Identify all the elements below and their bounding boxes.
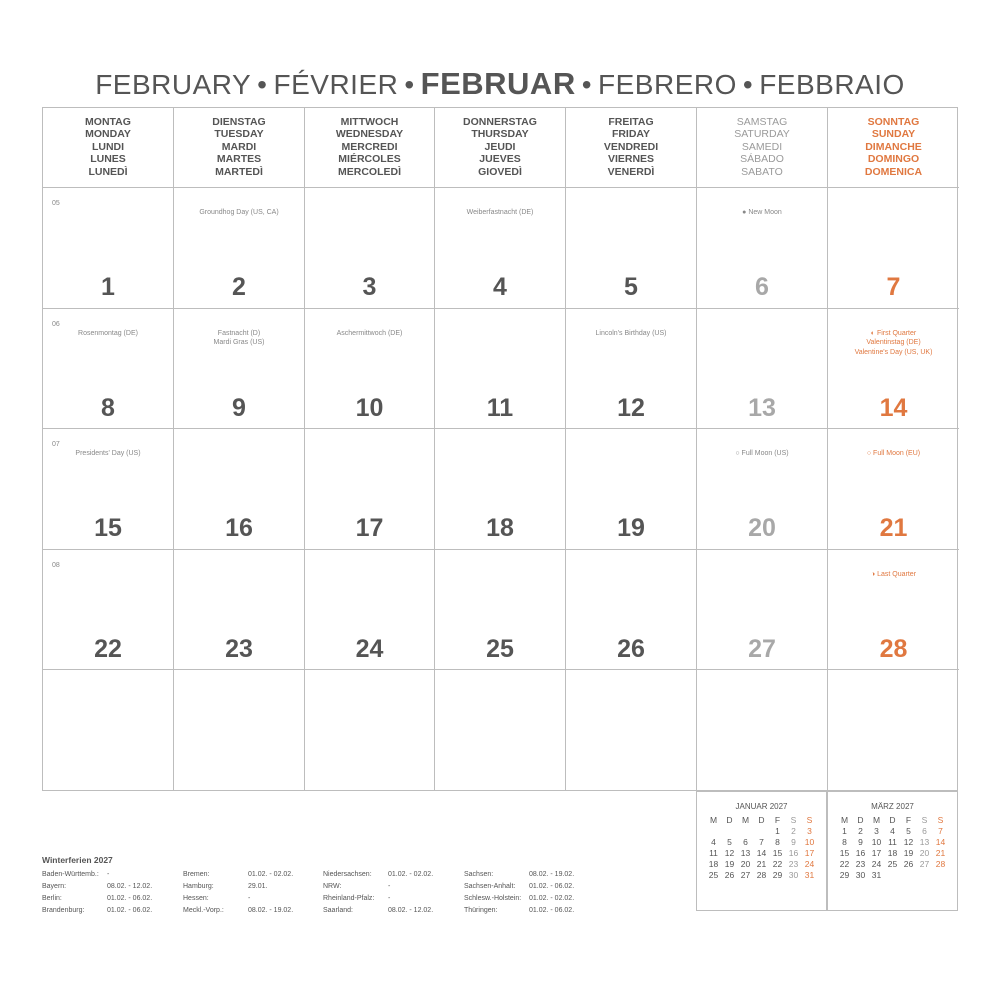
mini-day: 25 — [887, 858, 898, 869]
weekday-header — [697, 108, 828, 187]
holiday-dates: 08.02. - 12.02. — [388, 907, 434, 914]
holiday-dates: 01.02. - 02.02. — [248, 871, 294, 878]
weekday-header — [828, 108, 959, 187]
state-name: Thüringen: — [464, 907, 498, 914]
holiday-dates: - — [388, 895, 391, 902]
mini-day — [917, 869, 933, 880]
mini-day: 1 — [842, 825, 847, 836]
weekday-name: LUNDI — [91, 140, 125, 153]
weekday-name: GIOVEDÌ — [478, 165, 522, 178]
mini-day: 11 — [888, 836, 897, 847]
week-number: 05 — [52, 200, 60, 207]
day-cell[interactable] — [435, 549, 566, 670]
mini-calendar-week — [837, 836, 949, 847]
day-events — [697, 208, 827, 218]
mini-day: 4 — [711, 836, 716, 847]
day-events — [174, 208, 304, 218]
mini-day: 24 — [871, 858, 882, 869]
weekday-name: MONTAG — [85, 116, 131, 128]
weekday-name: MONDAY — [85, 128, 131, 141]
day-number: 10 — [355, 393, 384, 422]
mini-day: 30 — [855, 869, 866, 880]
day-cell[interactable] — [828, 187, 959, 308]
day-cell[interactable] — [566, 669, 697, 790]
day-cell[interactable] — [43, 549, 174, 670]
day-number: 15 — [94, 514, 122, 542]
mini-day: 30 — [788, 869, 799, 880]
mini-day: 11 — [709, 847, 718, 858]
weekday-name: DOMINGO — [867, 153, 920, 166]
mini-day: 6 — [743, 836, 748, 847]
day-cell[interactable] — [697, 428, 828, 549]
mini-day: 18 — [887, 847, 898, 858]
winterferien-row — [42, 907, 152, 914]
day-events — [697, 449, 827, 459]
mini-day: 9 — [791, 836, 796, 847]
day-number: 28 — [879, 634, 908, 663]
day-number: 21 — [879, 514, 908, 542]
winterferien-row — [464, 907, 574, 914]
title-separator: • — [257, 69, 268, 100]
holiday-dates: 08.02. - 19.02. — [529, 871, 575, 878]
mini-calendar-week — [706, 847, 818, 858]
weekday-header — [566, 108, 697, 187]
mini-day: 19 — [903, 847, 914, 858]
holiday-dates: 01.02. - 06.02. — [529, 883, 575, 890]
day-cell[interactable] — [174, 669, 305, 790]
mini-calendar-week — [706, 869, 818, 880]
weekday-name: FRIDAY — [611, 128, 651, 141]
day-number: 27 — [748, 634, 776, 663]
event-label: Presidents' Day (US) — [75, 450, 141, 457]
mini-day: 20 — [919, 847, 930, 858]
mini-weekday-letter: M — [709, 814, 718, 825]
mini-day — [885, 869, 901, 880]
mini-day: 16 — [855, 847, 866, 858]
state-name: Baden-Württemb.: — [42, 871, 99, 878]
event-label: Fastnacht (D) — [217, 329, 261, 337]
winterferien-row — [323, 883, 390, 890]
mini-calendar-week — [837, 858, 949, 869]
mini-day: 21 — [756, 858, 767, 869]
state-name: Schlesw.-Holstein: — [464, 895, 522, 902]
weekday-name: SAMSTAG — [736, 116, 788, 128]
mini-day: 22 — [772, 858, 783, 869]
day-cell[interactable] — [43, 669, 174, 790]
mini-calendar-table — [706, 814, 818, 880]
day-cell[interactable] — [828, 428, 959, 549]
event-label: ◑ Last Quarter — [870, 570, 917, 578]
mini-day: 8 — [775, 836, 780, 847]
day-events — [828, 329, 959, 358]
event-label: Rosenmontag (DE) — [78, 329, 138, 337]
holiday-dates: 08.02. - 12.02. — [107, 883, 153, 890]
mini-calendar-header — [837, 814, 949, 825]
weekday-name: MARTES — [216, 153, 262, 166]
mini-calendar-title: MÄRZ 2027 — [871, 802, 914, 811]
weekday-name: JEUDI — [484, 140, 516, 153]
state-name: Bremen: — [183, 871, 210, 878]
mini-day: 27 — [919, 858, 930, 869]
mini-day — [754, 825, 770, 836]
mini-day: 22 — [839, 858, 850, 869]
mini-day: 3 — [807, 825, 812, 836]
state-name: Bayern: — [42, 883, 67, 890]
mini-day: 7 — [938, 825, 943, 836]
event-label: ○ Full Moon (EU) — [866, 450, 921, 457]
winterferien-row — [323, 895, 390, 902]
holiday-dates: - — [388, 883, 391, 890]
weekday-name: MIÉRCOLES — [338, 153, 401, 166]
mini-day: 23 — [855, 858, 866, 869]
day-cell[interactable] — [697, 549, 828, 670]
mini-day: 6 — [922, 825, 927, 836]
weekday-name: DIMANCHE — [865, 140, 922, 153]
title-es: FEBRERO — [598, 69, 737, 100]
winterferien-row — [183, 871, 293, 878]
event-label: ◐ First Quarter — [870, 329, 917, 337]
mini-day — [901, 869, 917, 880]
day-number: 9 — [232, 393, 246, 422]
day-cell[interactable] — [174, 308, 305, 429]
event-label: Lincoln's Birthday (US) — [595, 329, 667, 337]
day-cell[interactable] — [435, 669, 566, 790]
day-number: 11 — [486, 393, 514, 422]
winterferien-row — [42, 871, 109, 878]
day-cell[interactable] — [566, 308, 697, 429]
mini-day: 7 — [759, 836, 764, 847]
day-number: 23 — [225, 634, 253, 663]
mini-day: 17 — [871, 847, 882, 858]
day-number: 1 — [101, 273, 115, 301]
mini-day: 14 — [756, 847, 767, 858]
mini-day: 21 — [935, 847, 946, 858]
mini-calendar — [827, 791, 958, 911]
day-cell[interactable] — [697, 669, 828, 790]
mini-day: 9 — [858, 836, 863, 847]
weekday-name: LUNEDÌ — [88, 165, 128, 178]
weekday-name: SATURDAY — [734, 128, 790, 141]
mini-day — [706, 825, 722, 836]
event-label: ○ Full Moon (US) — [735, 450, 789, 457]
day-cell[interactable] — [305, 669, 435, 790]
day-number: 26 — [617, 634, 645, 663]
weekday-name: DIENSTAG — [212, 116, 266, 128]
weekday-name: SAMEDI — [741, 140, 783, 153]
week-number: 07 — [52, 441, 60, 448]
day-events — [43, 329, 173, 339]
winterferien-row — [183, 883, 267, 890]
day-number: 17 — [355, 514, 384, 542]
mini-day: 26 — [724, 869, 735, 880]
event-label: Valentine's Day (US, UK) — [854, 348, 933, 356]
mini-weekday-letter: S — [921, 814, 928, 825]
mini-day: 17 — [804, 847, 815, 858]
mini-day: 13 — [919, 836, 930, 847]
title-separator: • — [581, 69, 593, 100]
mini-day: 13 — [740, 847, 751, 858]
weekday-name: WEDNESDAY — [335, 128, 404, 141]
weekday-header — [305, 108, 435, 187]
mini-calendar-week — [837, 825, 949, 836]
day-cell[interactable] — [174, 187, 305, 308]
weekday-header — [174, 108, 305, 187]
mini-day: 12 — [724, 847, 735, 858]
mini-day: 31 — [871, 869, 882, 880]
event-label: ● New Moon — [742, 209, 782, 216]
mini-day: 15 — [772, 847, 783, 858]
mini-day: 4 — [890, 825, 895, 836]
weekday-name: VIERNES — [607, 153, 655, 166]
mini-day — [933, 869, 949, 880]
weekday-name: LUNES — [90, 153, 126, 166]
weekday-name: THURSDAY — [471, 128, 529, 141]
weekday-name: MARTEDÌ — [215, 165, 263, 178]
mini-weekday-letter: M — [840, 814, 849, 825]
weekday-name: VENERDÌ — [607, 165, 655, 178]
mini-weekday-letter: S — [790, 814, 797, 825]
day-number: 2 — [232, 273, 246, 301]
event-label: Mardi Gras (US) — [213, 339, 265, 346]
day-number: 8 — [101, 393, 115, 422]
mini-calendar-table — [837, 814, 949, 880]
day-number: 12 — [617, 393, 645, 422]
mini-weekday-letter: D — [758, 814, 765, 825]
state-name: Brandenburg: — [42, 907, 85, 914]
mini-weekday-letter: S — [937, 814, 944, 825]
mini-day: 8 — [842, 836, 847, 847]
mini-day: 15 — [839, 847, 850, 858]
mini-day: 10 — [871, 836, 882, 847]
mini-day: 5 — [727, 836, 732, 847]
weekday-name: VENDREDI — [603, 140, 659, 153]
holiday-dates: 08.02. - 19.02. — [248, 907, 294, 914]
event-label: Valentinstag (DE) — [866, 339, 921, 346]
event-label: Aschermittwoch (DE) — [336, 329, 403, 337]
title-separator: • — [404, 69, 415, 100]
mini-weekday-letter: M — [872, 814, 881, 825]
day-number: 14 — [879, 393, 908, 422]
day-number: 3 — [362, 273, 377, 301]
mini-day: 18 — [708, 858, 719, 869]
winterferien-row — [323, 907, 433, 914]
day-cell[interactable] — [174, 428, 305, 549]
mini-calendar-week — [706, 825, 818, 836]
month-title — [0, 66, 1000, 102]
mini-calendar-week — [837, 847, 949, 858]
holiday-dates: 01.02. - 06.02. — [107, 895, 153, 902]
state-name: Rheinland-Pfalz: — [323, 895, 375, 902]
mini-day: 29 — [772, 869, 783, 880]
day-cell[interactable] — [828, 308, 959, 429]
mini-weekday-letter: D — [726, 814, 733, 825]
mini-weekday-letter: M — [741, 814, 750, 825]
day-number: 24 — [355, 634, 384, 663]
mini-day: 10 — [804, 836, 815, 847]
day-number: 13 — [748, 393, 776, 422]
mini-day: 20 — [740, 858, 751, 869]
mini-weekday-letter: S — [806, 814, 813, 825]
weekday-name: MERCREDI — [341, 140, 398, 153]
mini-calendar-week — [706, 836, 818, 847]
day-cell[interactable] — [305, 549, 435, 670]
title-it: FEBBRAIO — [759, 69, 905, 100]
winterferien-row — [183, 895, 250, 902]
day-cell[interactable] — [566, 549, 697, 670]
mini-day — [738, 825, 754, 836]
day-number: 7 — [886, 273, 901, 301]
holiday-dates: 29.01. — [248, 883, 268, 890]
mini-day: 16 — [788, 847, 799, 858]
holiday-dates: - — [107, 871, 110, 878]
state-name: Hamburg: — [183, 883, 214, 890]
day-events — [828, 570, 959, 580]
mini-day: 31 — [804, 869, 815, 880]
holiday-dates: 01.02. - 02.02. — [388, 871, 434, 878]
winterferien-title: Winterferien 2027 — [42, 855, 113, 865]
title-de: FEBRUAR — [420, 66, 576, 101]
mini-day: 27 — [740, 869, 751, 880]
day-events — [435, 208, 565, 218]
day-number: 19 — [617, 514, 645, 542]
mini-day: 12 — [903, 836, 914, 847]
state-name: Sachsen: — [464, 871, 494, 878]
day-number: 16 — [225, 514, 253, 542]
day-cell[interactable] — [174, 549, 305, 670]
state-name: Berlin: — [42, 895, 62, 902]
holiday-dates: - — [248, 895, 251, 902]
calendar-grid — [42, 107, 958, 791]
mini-calendar-title: JANUAR 2027 — [735, 802, 788, 811]
weekday-name: MARDI — [221, 140, 257, 153]
mini-calendar — [696, 791, 827, 911]
day-cell[interactable] — [43, 428, 174, 549]
day-cell[interactable] — [43, 187, 174, 308]
week-number: 08 — [52, 561, 60, 569]
event-label: Weiberfastnacht (DE) — [466, 209, 534, 216]
title-fr: FÉVRIER — [273, 69, 399, 100]
weekday-name: DOMENICA — [864, 165, 923, 178]
weekday-name: SABATO — [741, 165, 783, 178]
mini-day: 28 — [935, 858, 946, 869]
holiday-dates: 01.02. - 06.02. — [107, 907, 153, 914]
day-cell[interactable] — [435, 308, 566, 429]
day-number: 25 — [486, 634, 514, 663]
state-name: NRW: — [323, 883, 342, 890]
weekday-name: SÁBADO — [740, 153, 784, 166]
mini-day: 28 — [756, 869, 767, 880]
mini-day — [722, 825, 738, 836]
day-cell[interactable] — [697, 187, 828, 308]
winterferien-row — [464, 871, 574, 878]
mini-day: 29 — [839, 869, 850, 880]
state-name: Meckl.-Vorp.: — [183, 907, 224, 914]
day-number: 5 — [624, 273, 638, 301]
weekday-name: FREITAG — [608, 116, 654, 128]
mini-day: 24 — [804, 858, 815, 869]
day-cell[interactable] — [435, 428, 566, 549]
day-cell[interactable] — [697, 308, 828, 429]
winterferien-row — [42, 895, 152, 902]
day-events — [174, 329, 304, 348]
mini-day: 25 — [708, 869, 719, 880]
mini-day: 5 — [906, 825, 911, 836]
state-name: Hessen: — [183, 895, 209, 902]
winterferien-row — [323, 871, 433, 878]
day-number: 18 — [486, 514, 514, 542]
mini-day: 23 — [788, 858, 799, 869]
state-name: Niedersachsen: — [323, 871, 372, 878]
winterferien-row — [42, 883, 152, 890]
day-cell[interactable] — [828, 549, 959, 670]
day-events — [828, 449, 959, 459]
day-cell[interactable] — [305, 428, 435, 549]
day-events — [566, 329, 696, 339]
mini-weekday-letter: D — [889, 814, 896, 825]
weekday-name: SUNDAY — [871, 128, 916, 141]
mini-day: 1 — [775, 825, 780, 836]
day-cell[interactable] — [566, 187, 697, 308]
day-number: 22 — [94, 634, 122, 663]
mini-day: 26 — [903, 858, 914, 869]
weekday-name: SONNTAG — [867, 116, 920, 128]
weekday-header — [43, 108, 174, 187]
mini-calendar-week — [837, 869, 949, 880]
winterferien-row — [464, 895, 574, 902]
mini-day: 2 — [791, 825, 796, 836]
mini-calendar-header — [706, 814, 818, 825]
day-cell[interactable] — [305, 187, 435, 308]
state-name: Sachsen-Anhalt: — [464, 883, 516, 890]
mini-day: 3 — [874, 825, 879, 836]
day-cell[interactable] — [43, 308, 174, 429]
day-events — [43, 449, 173, 459]
day-cell[interactable] — [566, 428, 697, 549]
day-number: 20 — [748, 514, 776, 542]
day-events — [305, 329, 434, 339]
day-number: 4 — [493, 273, 507, 301]
title-separator: • — [742, 69, 754, 100]
mini-weekday-letter: F — [774, 814, 781, 825]
weekday-name: MERCOLEDÌ — [338, 165, 401, 178]
mini-day: 2 — [858, 825, 863, 836]
event-label: Groundhog Day (US, CA) — [199, 209, 279, 216]
holiday-dates: 01.02. - 06.02. — [529, 907, 575, 914]
mini-day: 14 — [935, 836, 946, 847]
mini-weekday-letter: D — [857, 814, 864, 825]
weekday-name: DONNERSTAG — [463, 116, 537, 128]
weekday-name: TUESDAY — [214, 128, 264, 141]
day-cell[interactable] — [828, 669, 959, 790]
day-cell[interactable] — [435, 187, 566, 308]
mini-calendar-week — [706, 858, 818, 869]
weekday-name: MITTWOCH — [340, 116, 399, 128]
title-en: FEBRUARY — [95, 69, 252, 100]
day-number: 6 — [755, 273, 769, 301]
winterferien-row — [183, 907, 293, 914]
state-name: Saarland: — [323, 907, 353, 914]
week-number: 06 — [52, 320, 60, 328]
day-cell[interactable] — [305, 308, 435, 429]
weekday-name: JUEVES — [479, 153, 521, 166]
holiday-dates: 01.02. - 02.02. — [529, 895, 575, 902]
winterferien-row — [464, 883, 574, 890]
mini-day: 19 — [724, 858, 735, 869]
mini-weekday-letter: F — [905, 814, 912, 825]
weekday-header — [435, 108, 566, 187]
